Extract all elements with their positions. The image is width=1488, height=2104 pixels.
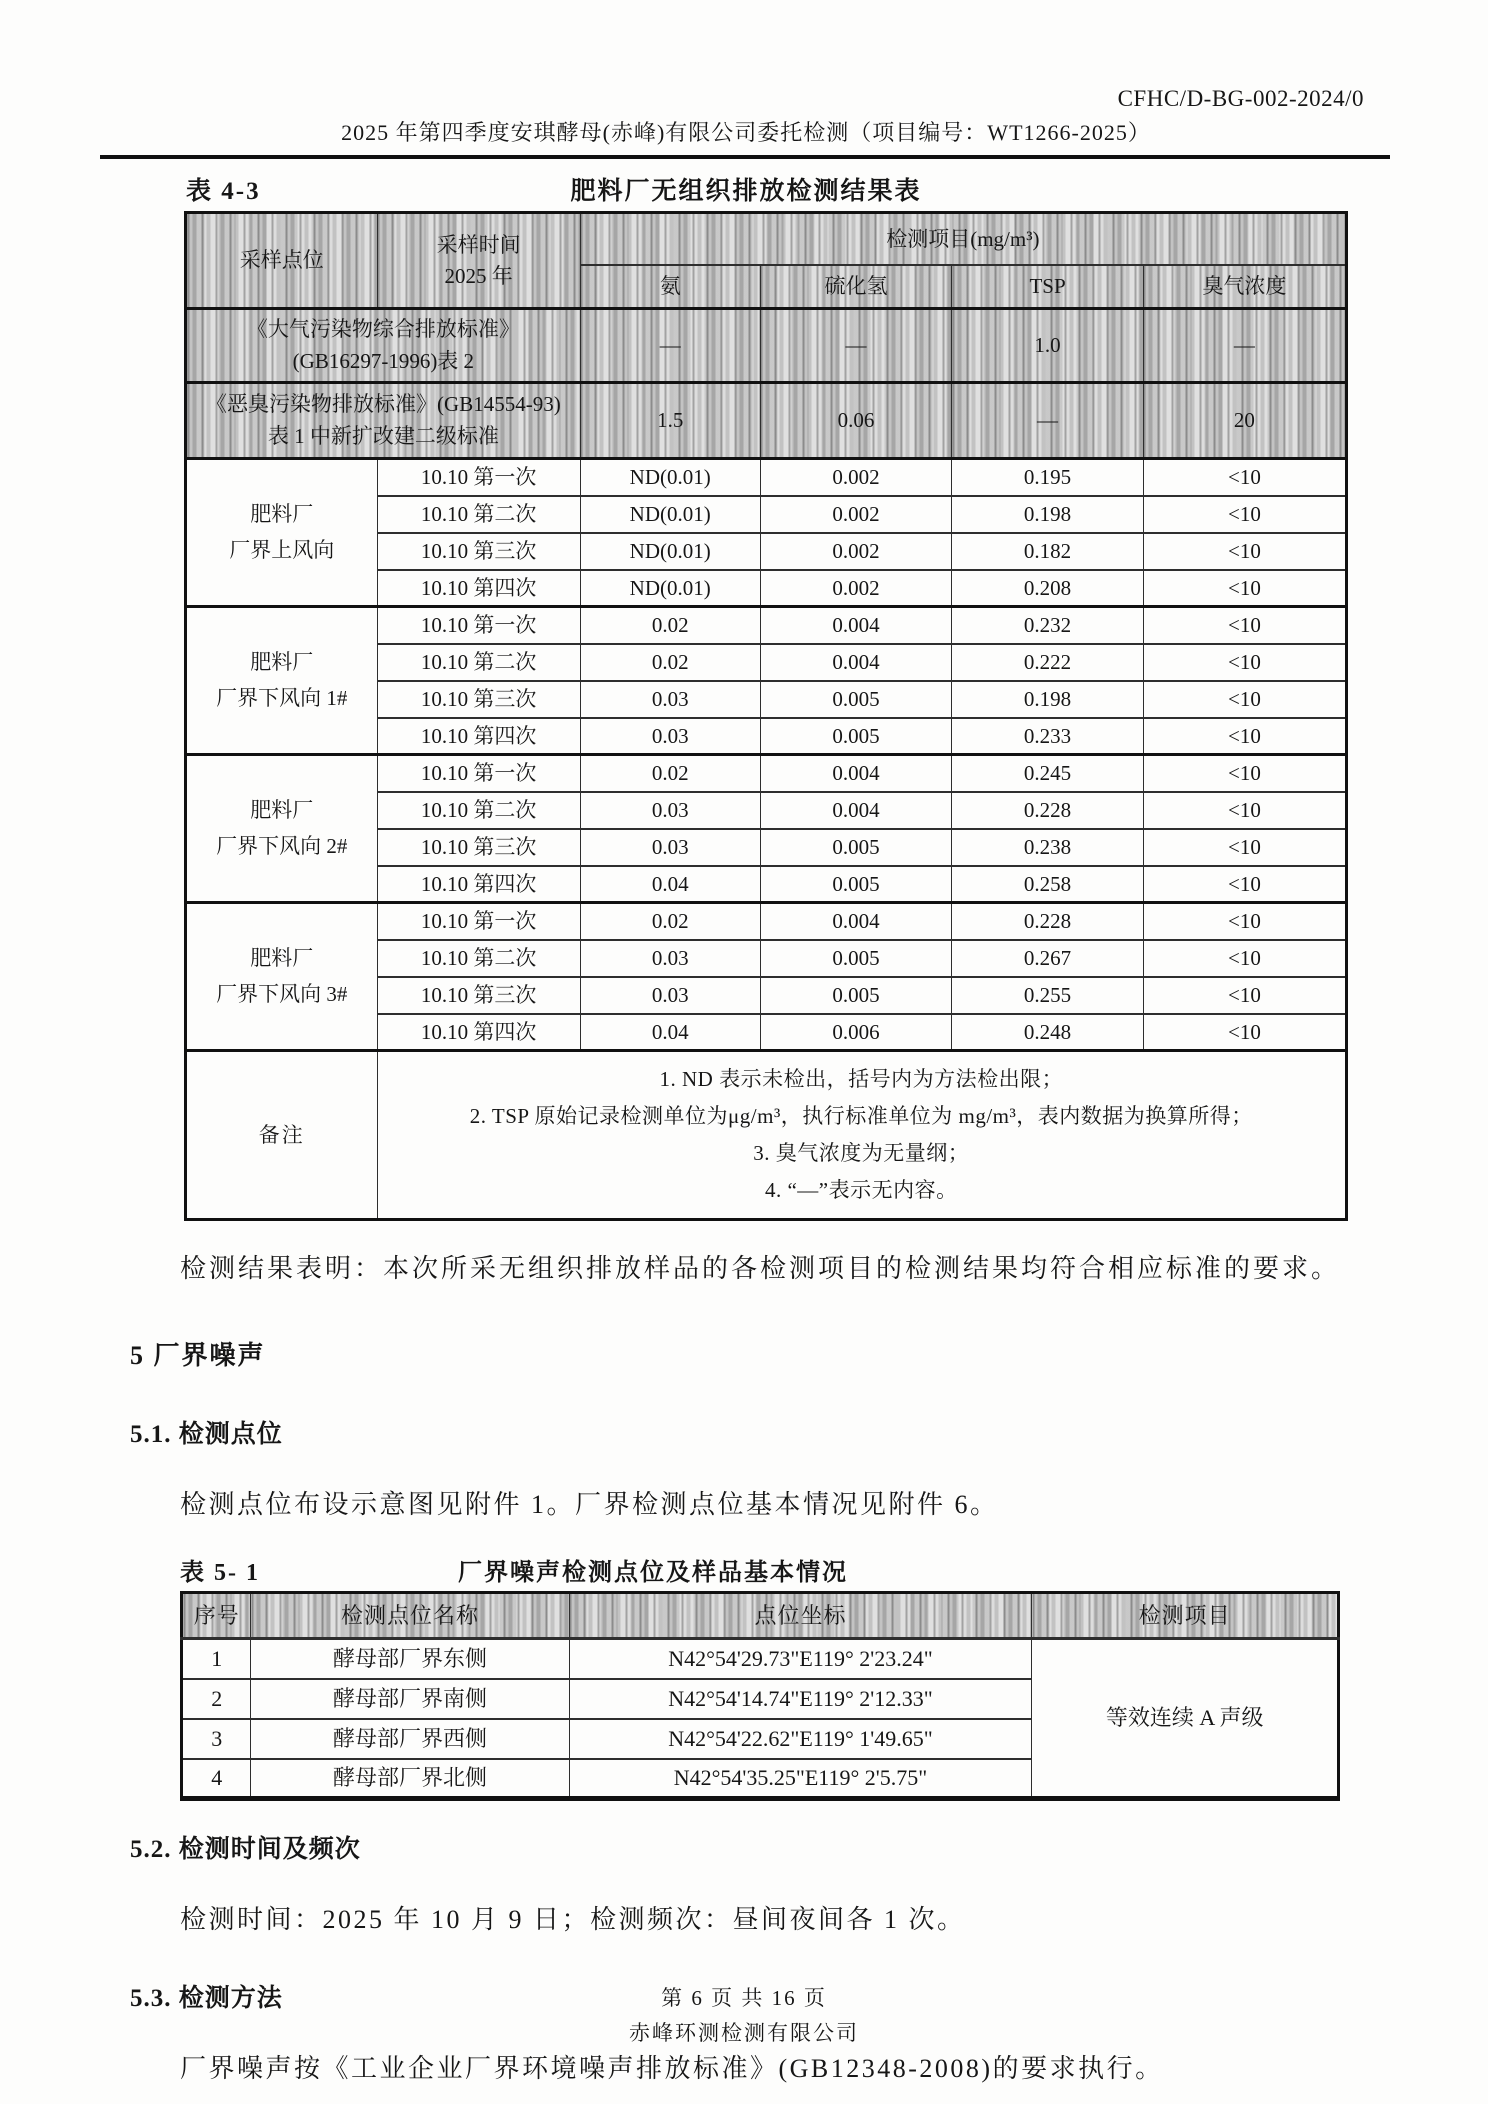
value-cell: 0.245 [952,755,1144,792]
index-cell: 2 [182,1679,251,1719]
time-cell: 10.10 第二次 [377,496,580,533]
table-5-1-caption [128,1551,1364,1587]
value-cell: 0.005 [760,940,952,977]
conclusion-paragraph: 检测结果表明：本次所采无组织排放样品的各检测项目的检测结果均符合相应标准的要求。 [180,1254,1341,1284]
value-cell: 0.02 [580,755,760,792]
value-cell: <10 [1143,903,1346,940]
index-cell: 4 [182,1759,251,1799]
group-label-line1: 肥料厂 [250,650,314,675]
standard-name-cell [186,383,581,459]
limit-value-cell: — [1143,309,1346,383]
footer-page-number: 第 6 页 共 16 页 [661,1985,827,2010]
value-cell: <10 [1143,718,1346,755]
section-5-heading: 5 厂界噪声 [130,1341,266,1371]
point-name-cell: 酵母部厂界南侧 [251,1679,569,1719]
value-cell: 0.233 [952,718,1144,755]
group-label-line2: 厂界下风向 1# [216,685,348,710]
point-name-cell: 酵母部厂界北侧 [251,1759,569,1799]
value-cell: <10 [1143,940,1346,977]
value-cell: 0.258 [952,866,1144,903]
value-cell: 0.03 [580,829,760,866]
section-5-3-heading: 5.3. 检测方法 [130,1985,283,2013]
value-cell: 0.004 [760,607,952,644]
col-header-items: 检测项目(mg/m³) [580,213,1346,265]
standard-row [186,383,1347,459]
limit-value-cell: 20 [1143,383,1346,459]
col-header-odor: 臭气浓度 [1143,265,1346,309]
value-cell: <10 [1143,1014,1346,1051]
table-row [186,459,1347,496]
value-cell: <10 [1143,792,1346,829]
value-cell: 0.04 [580,866,760,903]
value-cell: 0.004 [760,792,952,829]
time-cell: 10.10 第四次 [377,866,580,903]
time-cell: 10.10 第一次 [377,607,580,644]
value-cell: ND(0.01) [580,533,760,570]
time-cell: 10.10 第一次 [377,903,580,940]
limit-value-cell: 1.0 [952,309,1144,383]
value-cell: ND(0.01) [580,459,760,496]
value-cell: 0.228 [952,792,1144,829]
col-header-sample-point: 采样点位 [186,213,378,309]
index-cell: 3 [182,1719,251,1759]
time-cell: 10.10 第四次 [377,718,580,755]
col-header-ammonia: 氨 [580,265,760,309]
value-cell: 0.232 [952,607,1144,644]
group-label-downwind-3 [186,903,378,1051]
table-row [186,755,1347,792]
value-cell: 0.03 [580,940,760,977]
time-cell: 10.10 第二次 [377,644,580,681]
value-cell: 0.002 [760,570,952,607]
col-header-test-item: 检测项目 [1032,1593,1339,1639]
time-cell: 10.10 第三次 [377,977,580,1014]
notes-row [186,1051,1347,1220]
table-row [186,213,1347,265]
value-cell: 0.238 [952,829,1144,866]
group-label-line1: 肥料厂 [250,798,314,823]
value-cell: 0.002 [760,533,952,570]
value-cell: 0.04 [580,1014,760,1051]
value-cell: <10 [1143,681,1346,718]
coordinates-cell: N42°54'35.25"E119° 2'5.75" [569,1759,1032,1799]
value-cell: 0.005 [760,829,952,866]
notes-label-cell: 备注 [186,1051,378,1220]
value-cell: 0.004 [760,903,952,940]
group-label-line2: 厂界下风向 3# [216,981,348,1006]
value-cell: 0.004 [760,644,952,681]
value-cell: 0.228 [952,903,1144,940]
value-cell: <10 [1143,829,1346,866]
col-header-tsp: TSP [952,265,1144,309]
noise-item-cell: 等效连续 A 声级 [1032,1639,1339,1799]
value-cell: <10 [1143,533,1346,570]
value-cell: <10 [1143,755,1346,792]
limit-value-cell: 0.06 [760,383,952,459]
value-cell: 0.03 [580,792,760,829]
time-cell: 10.10 第四次 [377,1014,580,1051]
limit-value-cell: — [580,309,760,383]
group-label-downwind-1 [186,607,378,755]
note-line: 2. TSP 原始记录检测单位为μg/m³，执行标准单位为 mg/m³，表内数据为换算所得； [469,1104,1253,1129]
standard-name-line1: 《大气污染物综合排放标准》 [246,317,520,341]
value-cell: <10 [1143,644,1346,681]
group-label-upwind [186,459,378,607]
limit-value-cell: 1.5 [580,383,760,459]
time-cell: 10.10 第二次 [377,792,580,829]
sample-time-line1: 采样时间 [436,233,521,258]
table-row [182,1639,1339,1679]
coordinates-cell: N42°54'22.62"E119° 1'49.65" [569,1719,1032,1759]
notes-cell [377,1051,1346,1220]
section-5-1-heading: 5.1. 检测点位 [130,1421,283,1449]
value-cell: 0.208 [952,570,1144,607]
col-header-h2s: 硫化氢 [760,265,952,309]
col-header-sample-time [377,213,580,309]
value-cell: <10 [1143,496,1346,533]
value-cell: 0.267 [952,940,1144,977]
value-cell: 0.005 [760,866,952,903]
value-cell: 0.005 [760,718,952,755]
value-cell: 0.005 [760,681,952,718]
value-cell: 0.002 [760,459,952,496]
value-cell: ND(0.01) [580,570,760,607]
group-label-downwind-2 [186,755,378,903]
time-cell: 10.10 第三次 [377,533,580,570]
value-cell: 0.255 [952,977,1144,1014]
value-cell: 0.03 [580,681,760,718]
header-rule [100,155,1390,159]
standard-name-cell [186,309,581,383]
value-cell: 0.222 [952,644,1144,681]
coordinates-cell: N42°54'14.74"E119° 2'12.33" [569,1679,1032,1719]
note-line: 4. “—”表示无内容。 [764,1178,958,1203]
value-cell: 0.03 [580,977,760,1014]
table-row [186,903,1347,940]
sample-time-line2: 2025 年 [444,263,513,288]
table-row [182,1593,1339,1639]
time-cell: 10.10 第一次 [377,459,580,496]
table-5-1-caption-title: 厂界噪声检测点位及样品基本情况 [458,1560,848,1587]
group-label-line1: 肥料厂 [250,502,314,527]
value-cell: 0.006 [760,1014,952,1051]
value-cell: 0.248 [952,1014,1144,1051]
col-header-index: 序号 [182,1593,251,1639]
value-cell: 0.02 [580,644,760,681]
value-cell: 0.004 [760,755,952,792]
value-cell: 0.182 [952,533,1144,570]
value-cell: 0.02 [580,903,760,940]
section-5-2-paragraph: 检测时间：2025 年 10 月 9 日；检测频次：昼间夜间各 1 次。 [180,1905,966,1935]
page-footer [0,1981,1488,2052]
col-header-point-name: 检测点位名称 [251,1593,569,1639]
index-cell: 1 [182,1639,251,1679]
table-row [186,607,1347,644]
document-code: CFHC/D-BG-002-2024/0 [1117,86,1364,111]
table-5-1 [180,1591,1340,1801]
table-4-3-caption [128,169,1364,207]
value-cell: <10 [1143,866,1346,903]
value-cell: 0.03 [580,718,760,755]
group-label-line1: 肥料厂 [250,946,314,971]
table-4-3-caption-title: 肥料厂无组织排放检测结果表 [570,178,922,205]
limit-value-cell: — [760,309,952,383]
table-5-1-caption-label: 表 5- 1 [180,1560,260,1587]
report-header-line: 2025 年第四季度安琪酵母(赤峰)有限公司委托检测（项目编号：WT1266-2025） [341,120,1151,145]
value-cell: 0.005 [760,977,952,1014]
section-5-1-paragraph: 检测点位布设示意图见附件 1。厂界检测点位基本情况见附件 6。 [180,1490,999,1520]
value-cell: 0.02 [580,607,760,644]
value-cell: <10 [1143,977,1346,1014]
time-cell: 10.10 第四次 [377,570,580,607]
note-line: 3. 臭气浓度为无量纲； [753,1141,970,1166]
point-name-cell: 酵母部厂界东侧 [251,1639,569,1679]
note-line: 1. ND 表示未检出，括号内为方法检出限； [659,1067,1064,1091]
point-name-cell: 酵母部厂界西侧 [251,1719,569,1759]
time-cell: 10.10 第一次 [377,755,580,792]
standard-row [186,309,1347,383]
section-5-3-paragraph: 厂界噪声按《工业企业厂界环境噪声排放标准》(GB12348-2008)的要求执行。 [180,2054,1164,2084]
standard-name-line1: 《恶臭污染物排放标准》(GB14554-93) [206,392,561,416]
footer-company: 赤峰环测检测有限公司 [629,2021,859,2046]
value-cell: 0.198 [952,496,1144,533]
group-label-line2: 厂界上风向 [229,537,335,562]
value-cell: 0.195 [952,459,1144,496]
time-cell: 10.10 第三次 [377,681,580,718]
table-4-3 [184,211,1348,1221]
standard-name-line2: 表 1 中新扩改建二级标准 [267,423,499,448]
group-label-line2: 厂界下风向 2# [216,833,348,858]
value-cell: 0.002 [760,496,952,533]
section-5-2-heading: 5.2. 检测时间及频次 [130,1836,361,1864]
value-cell: 0.198 [952,681,1144,718]
table-4-3-caption-label: 表 4-3 [186,178,261,205]
col-header-coordinates: 点位坐标 [569,1593,1032,1639]
time-cell: 10.10 第二次 [377,940,580,977]
value-cell: <10 [1143,459,1346,496]
value-cell: <10 [1143,607,1346,644]
value-cell: ND(0.01) [580,496,760,533]
time-cell: 10.10 第三次 [377,829,580,866]
value-cell: <10 [1143,570,1346,607]
coordinates-cell: N42°54'29.73"E119° 2'23.24" [569,1639,1032,1679]
standard-name-line2: (GB16297-1996)表 2 [292,348,475,373]
limit-value-cell: — [952,383,1144,459]
